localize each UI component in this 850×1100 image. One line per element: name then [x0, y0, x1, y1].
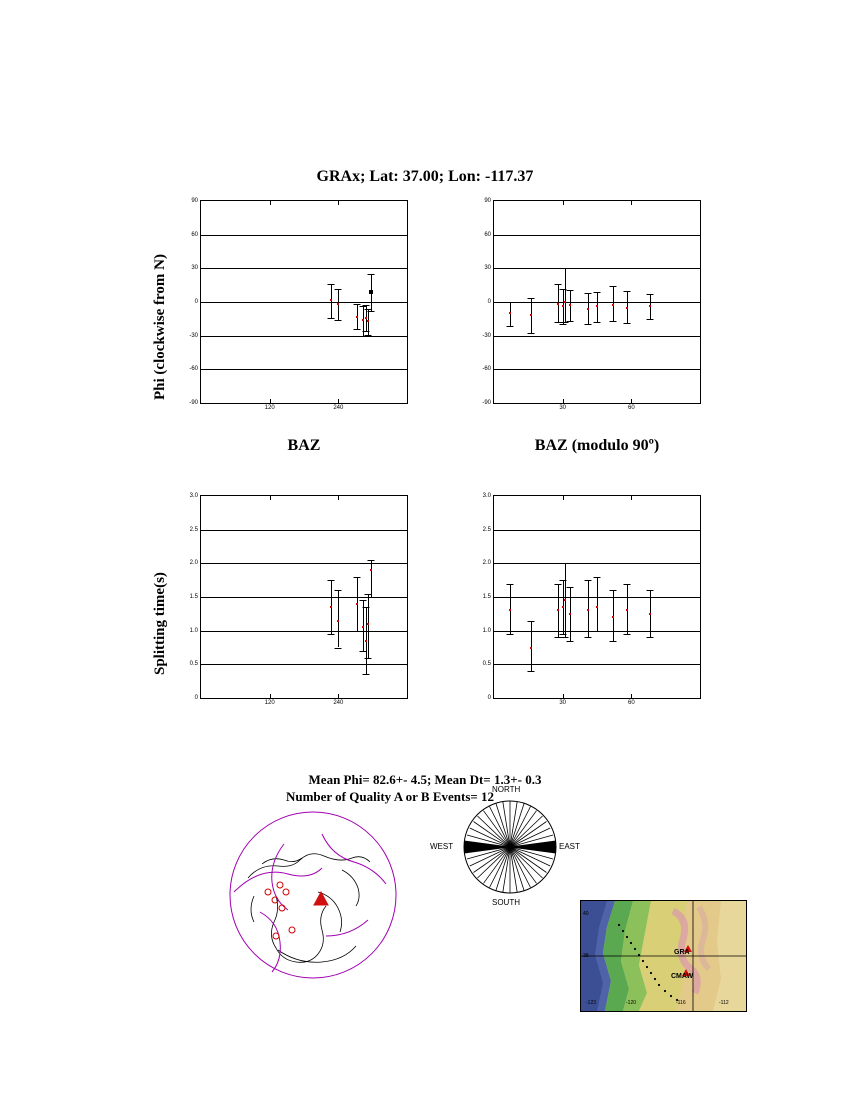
- rose-label-north: NORTH: [492, 785, 521, 794]
- error-bar-cap: [584, 637, 591, 638]
- data-point: [564, 301, 566, 303]
- error-bar-cap: [328, 318, 335, 319]
- error-bar-cap: [555, 584, 562, 585]
- error-bar-cap: [353, 577, 360, 578]
- error-bar-cap: [584, 324, 591, 325]
- chart-phi-vs-baz-mod90: [482, 198, 701, 411]
- globe-event-map: [218, 800, 408, 990]
- x-tick-mark: [338, 399, 339, 403]
- data-point: [367, 320, 369, 322]
- topo-map-svg: [581, 901, 746, 1011]
- rose-label-west: WEST: [430, 842, 454, 851]
- error-bar-cap: [363, 674, 370, 675]
- x-tick-mark: [407, 201, 408, 205]
- regional-topo-map: [580, 900, 747, 1012]
- data-point: [367, 623, 369, 625]
- error-bar-cap: [359, 600, 366, 601]
- gridline-horizontal: [201, 664, 407, 665]
- error-bar-cap: [566, 290, 573, 291]
- stats-mean-line: Mean Phi= 82.6+- 4.5; Mean Dt= 1.3+- 0.3: [308, 772, 542, 787]
- gridline-horizontal: [494, 563, 700, 564]
- x-tick-label: 240: [333, 700, 344, 706]
- error-bar-cap: [367, 311, 374, 312]
- error-bar-cap: [335, 648, 342, 649]
- data-point: [557, 303, 559, 305]
- x-tick-mark: [631, 694, 632, 698]
- error-bar-cap: [328, 634, 335, 635]
- gridline-horizontal: [201, 235, 407, 236]
- x-tick-mark: [700, 399, 701, 403]
- y-tick-label: 1.5: [482, 594, 491, 600]
- error-bar-cap: [527, 671, 534, 672]
- data-point: [649, 613, 651, 615]
- error-bar-cap: [566, 321, 573, 322]
- chart-dt-vs-baz-mod90: [482, 493, 701, 706]
- error-bar-cap: [367, 274, 374, 275]
- y-tick-label: 0: [487, 695, 491, 701]
- x-tick-mark: [407, 399, 408, 403]
- y-tick-label: 60: [191, 231, 198, 238]
- map-xtick-120: -120: [626, 1000, 637, 1006]
- data-point: [362, 319, 364, 321]
- error-bar: [597, 577, 598, 631]
- error-bar-cap: [594, 577, 601, 578]
- y-tick-label: -60: [482, 366, 491, 373]
- y-tick-label: 0: [487, 299, 491, 305]
- x-tick-mark: [270, 399, 271, 403]
- error-bar-cap: [623, 291, 630, 292]
- error-bar-cap: [561, 268, 568, 269]
- x-tick-mark: [270, 201, 271, 205]
- data-point: [337, 620, 339, 622]
- x-tick-mark: [700, 694, 701, 698]
- rose-label-south: SOUTH: [492, 898, 520, 907]
- y-tick-label: 0.5: [482, 661, 491, 668]
- x-tick-label: 120: [264, 700, 275, 706]
- chart-phi-vs-baz: [189, 198, 408, 411]
- y-tick-label: 0: [194, 299, 198, 305]
- data-point: [626, 609, 628, 611]
- error-bar-cap: [367, 597, 374, 598]
- gridline-horizontal: [201, 530, 407, 531]
- error-bar-cap: [367, 560, 374, 561]
- error-bar-cap: [610, 321, 617, 322]
- error-bar-cap: [335, 289, 342, 290]
- x-tick-mark: [563, 201, 564, 205]
- gridline-horizontal: [201, 369, 407, 370]
- y-tick-label: 2.5: [189, 526, 198, 533]
- y-tick-label: 1.0: [189, 627, 198, 634]
- data-point: [362, 626, 364, 628]
- data-point: [587, 609, 589, 611]
- data-point: [509, 312, 511, 314]
- data-point: [337, 303, 339, 305]
- map-ytick-40: 40: [583, 911, 589, 917]
- x-tick-label: 60: [627, 700, 635, 706]
- x-tick-mark: [338, 694, 339, 698]
- error-bar-cap: [359, 336, 366, 337]
- error-bar-cap: [646, 319, 653, 320]
- y-tick-label: 3.0: [482, 493, 491, 499]
- error-bar-cap: [527, 621, 534, 622]
- data-point: [562, 606, 564, 608]
- y-tick-label: 90: [484, 198, 491, 204]
- error-bar-cap: [328, 580, 335, 581]
- x-tick-mark: [631, 201, 632, 205]
- data-point: [596, 606, 598, 608]
- data-point: [649, 305, 651, 307]
- error-bar-cap: [623, 584, 630, 585]
- map-xtick-123: -123: [586, 1000, 597, 1006]
- globe-svg: [218, 800, 408, 990]
- error-bar-cap: [646, 294, 653, 295]
- error-bar-cap: [527, 333, 534, 334]
- y-tick-label: -30: [482, 332, 491, 339]
- error-bar-cap: [610, 590, 617, 591]
- data-point: [626, 307, 628, 309]
- error-bar-cap: [610, 641, 617, 642]
- error-bar-cap: [353, 304, 360, 305]
- data-point: [612, 304, 614, 306]
- x-tick-mark: [563, 694, 564, 698]
- error-bar: [565, 268, 566, 322]
- map-station-label-cmaw: CMAW: [671, 973, 694, 980]
- error-bar-cap: [507, 326, 514, 327]
- stats-count-line: Number of Quality A or B Events= 12: [285, 789, 495, 804]
- error-bar: [371, 560, 372, 597]
- data-point: [356, 603, 358, 605]
- x-tick-mark: [631, 399, 632, 403]
- error-bar-cap: [559, 324, 566, 325]
- gridline-horizontal: [494, 336, 700, 337]
- axis-title-baz-mod90-1: BAZ (modulo 90º): [534, 437, 660, 454]
- x-tick-label: 30: [559, 405, 566, 411]
- y-tick-label: 2.5: [482, 526, 491, 533]
- error-bar-cap: [335, 590, 342, 591]
- y-tick-label: 60: [484, 231, 491, 238]
- x-tick-mark: [700, 201, 701, 205]
- y-tick-label: 30: [191, 265, 198, 272]
- axis-title-baz-1: BAZ: [287, 437, 321, 454]
- data-point: [612, 616, 614, 618]
- y-tick-label: 1.0: [482, 627, 491, 634]
- rose-diagram: [430, 785, 590, 910]
- data-point: [562, 305, 564, 307]
- error-bar-cap: [646, 590, 653, 591]
- axis-title-splitting-time: Splitting time(s): [152, 572, 168, 675]
- error-bar-cap: [561, 322, 568, 323]
- gridline-horizontal: [201, 597, 407, 598]
- data-point: [330, 299, 332, 301]
- error-bar: [368, 594, 369, 658]
- data-point: [365, 317, 367, 319]
- error-bar-cap: [507, 584, 514, 585]
- gridline-horizontal: [494, 235, 700, 236]
- x-tick-mark: [407, 496, 408, 500]
- x-tick-label: 120: [264, 405, 275, 411]
- error-bar-cap: [594, 292, 601, 293]
- data-point: [365, 640, 367, 642]
- y-tick-label: 1.5: [189, 594, 198, 600]
- error-bar-cap: [623, 634, 630, 635]
- data-point: [557, 609, 559, 611]
- error-bar-cap: [594, 631, 601, 632]
- rose-label-east: EAST: [559, 842, 580, 851]
- error-bar-cap: [584, 580, 591, 581]
- error-bar: [331, 284, 332, 318]
- error-bar-cap: [566, 587, 573, 588]
- gridline-horizontal: [494, 530, 700, 531]
- y-tick-label: -90: [482, 400, 491, 406]
- x-tick-label: 60: [627, 405, 635, 411]
- error-bar-cap: [561, 563, 568, 564]
- x-tick-mark: [563, 496, 564, 500]
- x-tick-mark: [631, 496, 632, 500]
- chart-dt-vs-baz: [189, 493, 408, 706]
- data-point: [370, 569, 372, 571]
- error-bar-cap: [610, 286, 617, 287]
- axis-title-phi: Phi (clockwise from N): [152, 254, 168, 400]
- map-ytick-38: 38: [583, 953, 589, 959]
- data-point: [369, 290, 373, 294]
- gridline-horizontal: [494, 664, 700, 665]
- x-tick-mark: [270, 496, 271, 500]
- data-point: [530, 647, 532, 649]
- y-tick-label: 0.5: [189, 661, 198, 668]
- data-point: [569, 304, 571, 306]
- data-point: [509, 609, 511, 611]
- gridline-horizontal: [494, 369, 700, 370]
- error-bar-cap: [555, 284, 562, 285]
- error-bar-cap: [353, 329, 360, 330]
- error-bar-cap: [507, 634, 514, 635]
- error-bar-cap: [566, 641, 573, 642]
- error-bar-cap: [365, 335, 372, 336]
- y-tick-label: 0: [194, 695, 198, 701]
- y-tick-label: 30: [484, 265, 491, 272]
- data-point: [596, 305, 598, 307]
- error-bar-cap: [328, 284, 335, 285]
- error-bar-cap: [646, 637, 653, 638]
- data-point: [356, 316, 358, 318]
- y-tick-label: -30: [189, 332, 198, 339]
- y-tick-label: -60: [189, 366, 198, 373]
- x-tick-mark: [338, 496, 339, 500]
- x-tick-mark: [563, 399, 564, 403]
- gridline-horizontal: [494, 268, 700, 269]
- y-tick-label: 3.0: [189, 493, 198, 499]
- gridline-horizontal: [201, 563, 407, 564]
- map-station-label-gra: GRA: [674, 949, 690, 956]
- x-tick-mark: [270, 694, 271, 698]
- gridline-horizontal: [201, 302, 407, 303]
- error-bar-cap: [527, 298, 534, 299]
- gridline-horizontal: [201, 336, 407, 337]
- x-tick-mark: [700, 496, 701, 500]
- error-bar-cap: [353, 631, 360, 632]
- error-bar-cap: [584, 293, 591, 294]
- data-point: [564, 599, 566, 601]
- map-xtick-116: -116: [676, 1000, 686, 1006]
- y-tick-label: 90: [191, 198, 198, 204]
- x-tick-label: 30: [559, 700, 566, 706]
- error-bar-cap: [594, 322, 601, 323]
- error-bar-cap: [561, 637, 568, 638]
- x-tick-label: 240: [333, 405, 344, 411]
- x-tick-mark: [407, 694, 408, 698]
- y-tick-label: -90: [189, 400, 198, 406]
- x-tick-mark: [338, 201, 339, 205]
- error-bar-cap: [507, 302, 514, 303]
- map-xtick-112: -112: [719, 1000, 729, 1006]
- data-point: [530, 314, 532, 316]
- data-point: [587, 308, 589, 310]
- error-bar-cap: [363, 305, 370, 306]
- page-title: GRAx; Lat: 37.00; Lon: -117.37: [316, 168, 534, 185]
- data-point: [569, 613, 571, 615]
- error-bar-cap: [623, 323, 630, 324]
- gridline-horizontal: [201, 268, 407, 269]
- error-bar-cap: [365, 658, 372, 659]
- gridline-horizontal: [201, 631, 407, 632]
- y-tick-label: 2.0: [482, 560, 491, 567]
- y-tick-label: 2.0: [189, 560, 198, 567]
- data-point: [330, 606, 332, 608]
- error-bar-cap: [335, 320, 342, 321]
